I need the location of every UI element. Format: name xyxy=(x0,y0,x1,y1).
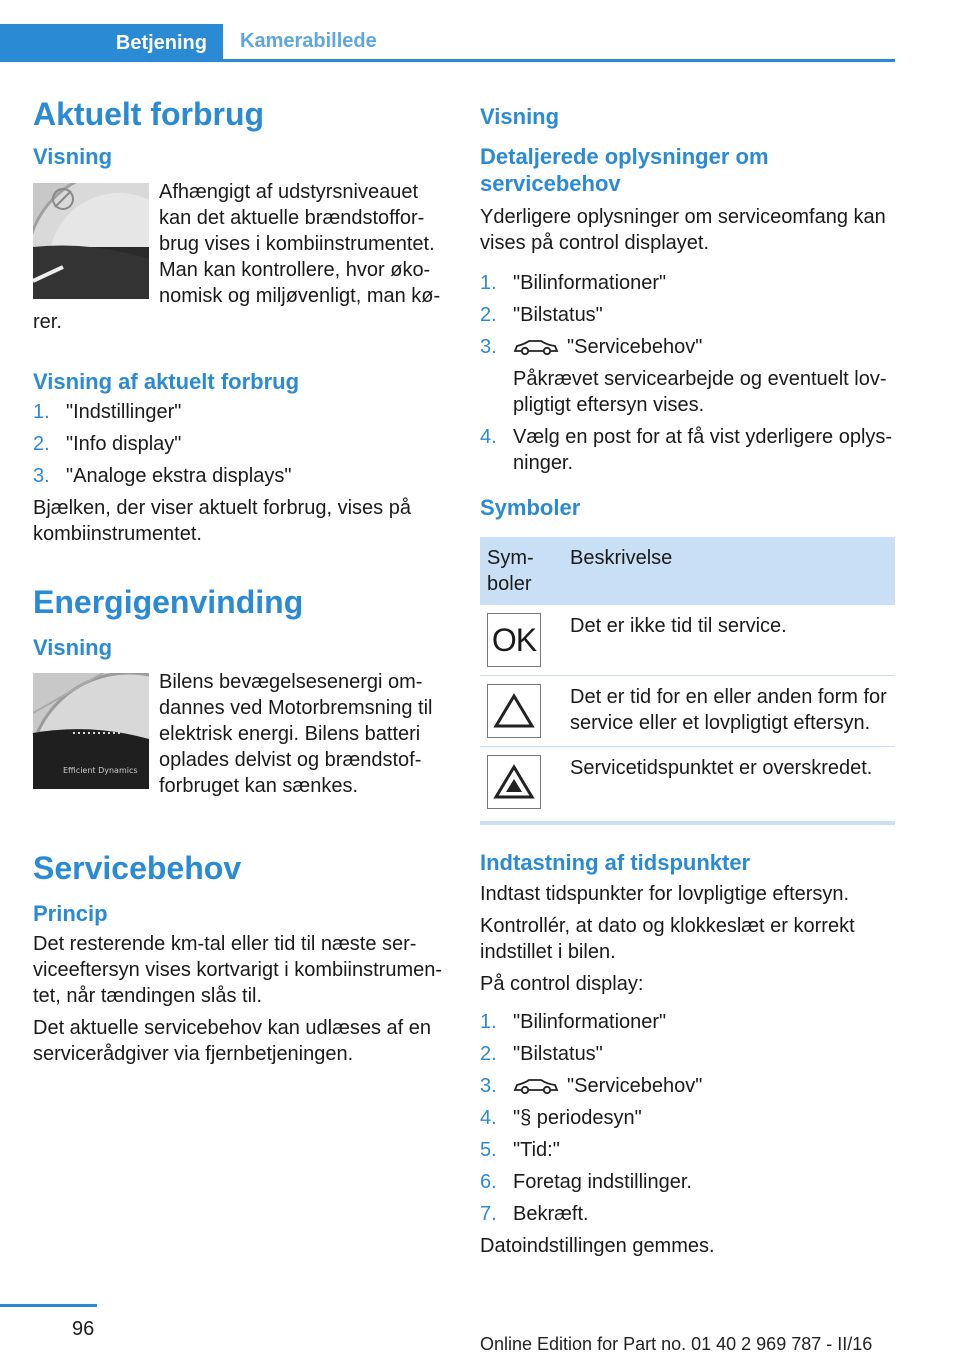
paragraph-princip-1: Det resterende km-tal eller tid til næste ser-viceeftersyn vises kortvarigt i kombiinstrumen-tet, når tændingen slås til. xyxy=(33,933,443,1008)
table-cell-desc: Det er ikke tid til service. xyxy=(563,605,895,676)
paragraph-control-display: På control display: xyxy=(480,972,644,995)
paragraph-aktuelt-forbrug: Afhængigt af udstyrsniveauet kan det aktuelle brændstoffor-brug vises i kombiinstrumentet. Man kan kontrollere, hvor øko-nomisk og miljøvenligt, man kø-rer. xyxy=(33,180,441,333)
paragraph-kontroller: Kontrollér, at dato og klokkeslæt er korrekt indstillet i bilen. xyxy=(480,914,855,963)
subheading-visning-right: Visning xyxy=(480,104,560,129)
energy-recovery-gauge-image xyxy=(33,673,149,789)
list-item: 7. Bekræft. xyxy=(480,1202,589,1225)
list-item: 2. "Info display" xyxy=(33,433,182,456)
table-cell-desc: Det er tid for en eller anden form for service eller et lovpligtigt eftersyn. xyxy=(563,676,895,747)
table-row xyxy=(480,605,895,676)
footer-edition: Online Edition for Part no. 01 40 2 969 787 - II/16 xyxy=(480,1334,873,1354)
list-item: 4. Vælg en post for at få vist yderligere oplys-ninger. xyxy=(480,425,893,474)
tab-kamerabillede[interactable]: Kamerabillede xyxy=(223,24,895,62)
paragraph-bjaelken: Bjælken, der viser aktuelt forbrug, vises på kombiinstrumentet. xyxy=(33,497,411,546)
section-title-servicebehov: Servicebehov xyxy=(33,850,242,887)
warning-triangle-filled-icon xyxy=(487,755,541,809)
section-title-energigenvinding: Energigenvinding xyxy=(33,584,304,621)
subheading-visning: Visning xyxy=(33,144,113,170)
list-item: 2. "Bilstatus" xyxy=(480,1042,603,1065)
subheading-princip: Princip xyxy=(33,900,108,926)
list-item: 4. "§ periodesyn" xyxy=(480,1106,642,1129)
list-item: 1. "Bilinformationer" xyxy=(480,1010,667,1033)
list-item: 1. "Bilinformationer" xyxy=(480,271,667,294)
footer-rule xyxy=(0,1304,97,1307)
list-servicebehov xyxy=(480,270,895,476)
list-aktuelt-forbrug xyxy=(33,399,445,489)
ok-symbol-icon: OK xyxy=(487,613,541,667)
list-item: 5. "Tid:" xyxy=(480,1138,560,1161)
right-column xyxy=(480,95,895,1259)
table-row xyxy=(480,747,895,824)
table-row xyxy=(480,676,895,747)
warning-triangle-icon xyxy=(487,684,541,738)
table-header-beskrivelse: Beskrivelse xyxy=(563,537,895,605)
table-header-row xyxy=(480,537,895,605)
symbols-table xyxy=(480,537,895,825)
list-item: 1. "Indstillinger" xyxy=(33,401,182,424)
list-indtastning xyxy=(480,1009,895,1227)
left-column xyxy=(33,95,445,1067)
car-icon xyxy=(513,1077,559,1095)
header-tabs xyxy=(0,24,895,62)
consumption-gauge-image xyxy=(33,183,149,299)
tab-betjening[interactable]: Betjening xyxy=(0,24,223,62)
subheading-detaljerede-oplysninger: Detaljerede oplysninger om servicebehov xyxy=(480,143,769,196)
subheading-visning-aktuelt-forbrug: Visning af aktuelt forbrug xyxy=(33,368,300,394)
list-item: 2. "Bilstatus" xyxy=(480,303,603,326)
table-header-symboler: Sym-boler xyxy=(480,537,563,605)
list-item: 3. "Analoge ekstra displays" xyxy=(33,465,292,488)
list-item: 3. "Servicebehov" Påkrævet servicearbejde og eventuelt lov-pligtigt eftersyn vises. xyxy=(480,334,895,418)
list-item-extra: Påkrævet servicearbejde og eventuelt lov-pligtigt eftersyn vises. xyxy=(513,367,887,416)
list-item: 6. Foretag indstillinger. xyxy=(480,1170,692,1193)
page-number: 96 xyxy=(72,1318,95,1340)
subheading-symboler: Symboler xyxy=(480,494,581,520)
list-item: 3. "Servicebehov" xyxy=(480,1074,703,1097)
subheading-indtastning: Indtastning af tidspunkter xyxy=(480,850,751,875)
paragraph-intro: Yderligere oplysninger om serviceomfang kan vises på control displayet. xyxy=(480,205,886,254)
paragraph-indtast: Indtast tidspunkter for lovpligtige eftersyn. xyxy=(480,882,850,905)
table-cell-desc: Servicetidspunktet er overskredet. xyxy=(563,747,895,824)
paragraph-energigenvinding: Bilens bevægelsesenergi om-dannes ved Motorbremsning til elektrisk energi. Bilens batteri oplades delvist og brændstof-forbruget kan sænkes. xyxy=(159,671,433,798)
paragraph-closing: Datoindstillingen gemmes. xyxy=(480,1234,715,1257)
section-title-aktuelt-forbrug: Aktuelt forbrug xyxy=(33,96,265,132)
subheading-visning-energi: Visning xyxy=(33,634,113,660)
paragraph-princip-2: Det aktuelle servicebehov kan udlæses af en servicerådgiver via fjernbetjeningen. xyxy=(33,1017,432,1066)
car-icon xyxy=(513,338,559,356)
efficient-dynamics-label: Efficient Dynamics xyxy=(63,766,138,776)
